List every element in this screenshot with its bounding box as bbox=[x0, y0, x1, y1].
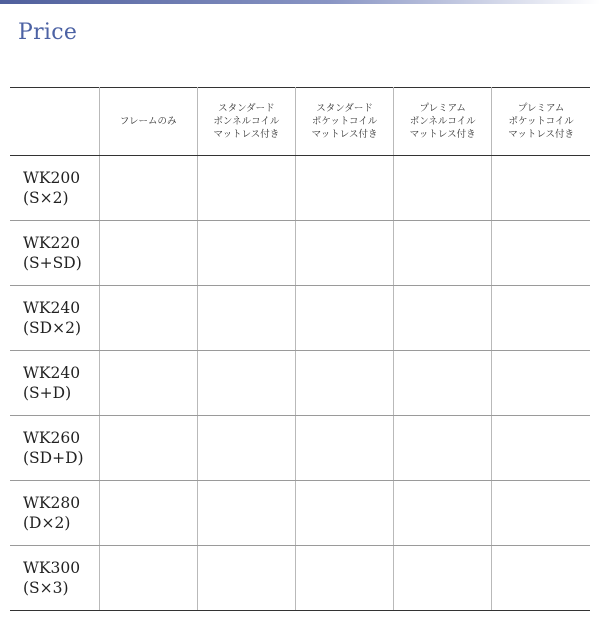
model-code: WK280 bbox=[23, 494, 81, 512]
header-frame-only bbox=[99, 88, 197, 156]
price-cell bbox=[492, 546, 590, 611]
price-cell bbox=[295, 481, 393, 546]
price-cell bbox=[492, 481, 590, 546]
header-standard-bonnell bbox=[197, 88, 295, 156]
price-cell bbox=[295, 156, 393, 221]
header-line: マットレス付き bbox=[311, 129, 378, 140]
header-premium-bonnell bbox=[394, 88, 492, 156]
price-cell bbox=[197, 156, 295, 221]
row-label bbox=[10, 546, 99, 611]
price-cell bbox=[492, 221, 590, 286]
size-spec: (S×3) bbox=[23, 579, 69, 597]
header-corner bbox=[10, 88, 99, 156]
price-cell bbox=[394, 351, 492, 416]
row-label bbox=[10, 481, 99, 546]
price-cell bbox=[394, 156, 492, 221]
price-cell bbox=[197, 416, 295, 481]
price-cell bbox=[394, 286, 492, 351]
price-cell bbox=[295, 286, 393, 351]
price-cell bbox=[492, 286, 590, 351]
header-line: ポケットコイル bbox=[508, 116, 574, 127]
header-line: スタンダード bbox=[316, 103, 373, 114]
size-spec: (S×2) bbox=[23, 189, 69, 207]
model-code: WK260 bbox=[23, 429, 81, 447]
row-label bbox=[10, 221, 99, 286]
price-cell bbox=[394, 221, 492, 286]
price-cell bbox=[394, 481, 492, 546]
model-code: WK220 bbox=[23, 234, 81, 252]
header-standard-pocket bbox=[295, 88, 393, 156]
price-cell bbox=[99, 416, 197, 481]
price-cell bbox=[295, 416, 393, 481]
price-cell bbox=[492, 416, 590, 481]
price-cell bbox=[394, 416, 492, 481]
row-label bbox=[10, 351, 99, 416]
table-row bbox=[10, 546, 590, 611]
table-row bbox=[10, 416, 590, 481]
header-line: ボンネルコイル bbox=[409, 116, 476, 127]
header-line: プレミアム bbox=[517, 103, 565, 114]
price-cell bbox=[99, 221, 197, 286]
price-cell bbox=[295, 221, 393, 286]
header-line: ポケットコイル bbox=[311, 116, 378, 127]
size-spec: (SD×2) bbox=[23, 319, 81, 337]
price-table bbox=[10, 87, 590, 611]
table-row bbox=[10, 286, 590, 351]
price-cell bbox=[99, 546, 197, 611]
size-spec: (SD+D) bbox=[23, 449, 84, 467]
header-line: プレミアム bbox=[419, 103, 466, 114]
price-cell bbox=[197, 221, 295, 286]
table-row bbox=[10, 481, 590, 546]
model-code: WK240 bbox=[23, 364, 81, 382]
size-spec: (D×2) bbox=[23, 514, 71, 532]
table-row bbox=[10, 221, 590, 286]
price-cell bbox=[492, 156, 590, 221]
header-premium-pocket bbox=[492, 88, 590, 156]
size-spec: (S+SD) bbox=[23, 254, 82, 272]
size-spec: (S+D) bbox=[23, 384, 72, 402]
model-code: WK240 bbox=[23, 299, 81, 317]
header-line: フレームのみ bbox=[119, 116, 177, 127]
header-line: マットレス付き bbox=[409, 129, 476, 140]
price-cell bbox=[99, 481, 197, 546]
row-label bbox=[10, 286, 99, 351]
price-cell bbox=[99, 286, 197, 351]
header-line: スタンダード bbox=[218, 103, 275, 114]
price-cell bbox=[197, 286, 295, 351]
row-label bbox=[10, 156, 99, 221]
price-cell bbox=[295, 546, 393, 611]
header-line: ボンネルコイル bbox=[213, 116, 280, 127]
row-label bbox=[10, 416, 99, 481]
price-cell bbox=[295, 351, 393, 416]
top-accent-bar bbox=[0, 0, 600, 4]
price-cell bbox=[492, 351, 590, 416]
table-row bbox=[10, 156, 590, 221]
header-row bbox=[10, 88, 590, 156]
price-cell bbox=[99, 156, 197, 221]
price-cell bbox=[197, 351, 295, 416]
price-cell bbox=[197, 481, 295, 546]
model-code: WK200 bbox=[23, 169, 81, 187]
price-cell bbox=[197, 546, 295, 611]
table-row bbox=[10, 351, 590, 416]
model-code: WK300 bbox=[23, 559, 81, 577]
page-title: Price bbox=[18, 20, 78, 45]
price-cell bbox=[394, 546, 492, 611]
header-line: マットレス付き bbox=[213, 129, 280, 140]
header-line: マットレス付き bbox=[508, 129, 575, 140]
price-cell bbox=[99, 351, 197, 416]
